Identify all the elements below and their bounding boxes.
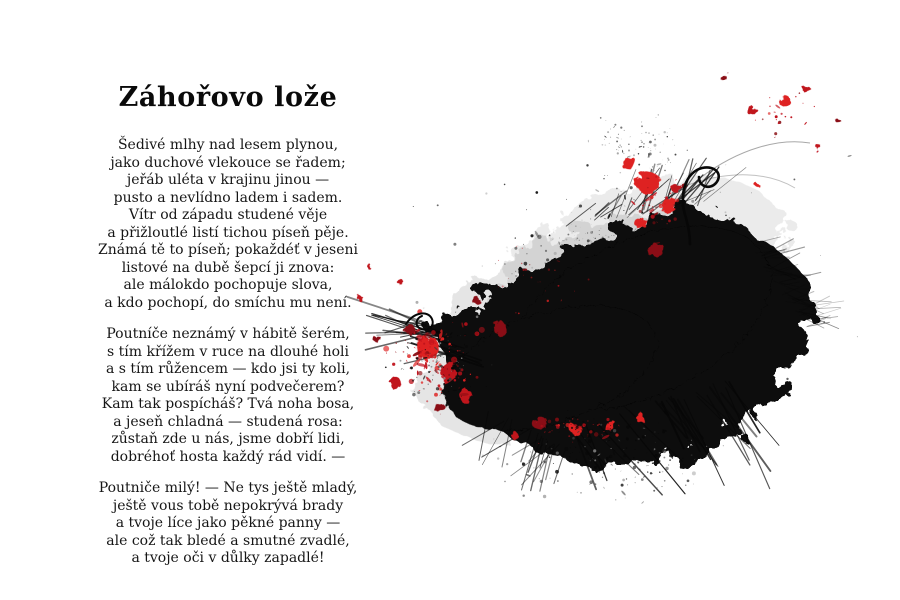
poem-line: a přižloutlé listí tichou píseň pěje. xyxy=(107,224,349,241)
poem-line: Kam tak pospícháš? Tvá noha bosa, xyxy=(101,396,355,412)
poem-line: Známá tě to píseň; pokaždéť v jeseni xyxy=(98,242,358,258)
poem-line: kam se ubíráš nyní podvečerem? xyxy=(111,378,345,395)
poem-line: jako duchové vlekouce se řadem; xyxy=(110,154,346,171)
poem-line: listové na dubě šepcí ji znova: xyxy=(121,259,335,276)
poem-line: dobréhoť hosta každý rád vidí. — xyxy=(110,448,346,465)
poem-line: a tvoje líce jako pěkné panny — xyxy=(115,515,341,531)
poem-line: a kdo pochopí, do smíchu mu není. xyxy=(104,294,352,311)
poem-line: ale což tak bledé a smutné zvadlé, xyxy=(106,532,350,549)
poem-line: a s tím růžencem — kdo jsi ty koli, xyxy=(105,361,351,377)
poem-line: a jeseň chladná — studená rosa: xyxy=(113,413,343,430)
poem-line: jeřáb uléta v krajinu jinou — xyxy=(126,172,330,188)
poem-line: pusto a nevlídno ladem i sadem. xyxy=(113,189,343,206)
poem-line: zůstaň zde u nás, jsme dobří lidi, xyxy=(111,431,345,447)
poem-line: Vítr od západu studené věje xyxy=(128,207,328,223)
ink-splatter-layer xyxy=(347,75,857,504)
poem-line: s tím křížem v ruce na dlouhé holi xyxy=(107,343,349,360)
poem-line: Šedivé mlhy nad lesem plynou, xyxy=(117,137,339,153)
ink-splatter-artwork xyxy=(340,28,900,576)
poem-line: ale málokdo pochopuje slova, xyxy=(123,277,333,293)
poem-line: Poutniče milý! — Ne tys ještě mladý, xyxy=(98,480,358,496)
poem-line: Poutníče neznámý v hábitě šerém, xyxy=(106,326,350,342)
poem-line: a tvoje oči v důlky zapadlé! xyxy=(131,550,325,566)
poem-line: ještě vous tobě nepokrývá brady xyxy=(112,497,344,514)
poem-title: Záhořovo lože xyxy=(118,82,338,113)
